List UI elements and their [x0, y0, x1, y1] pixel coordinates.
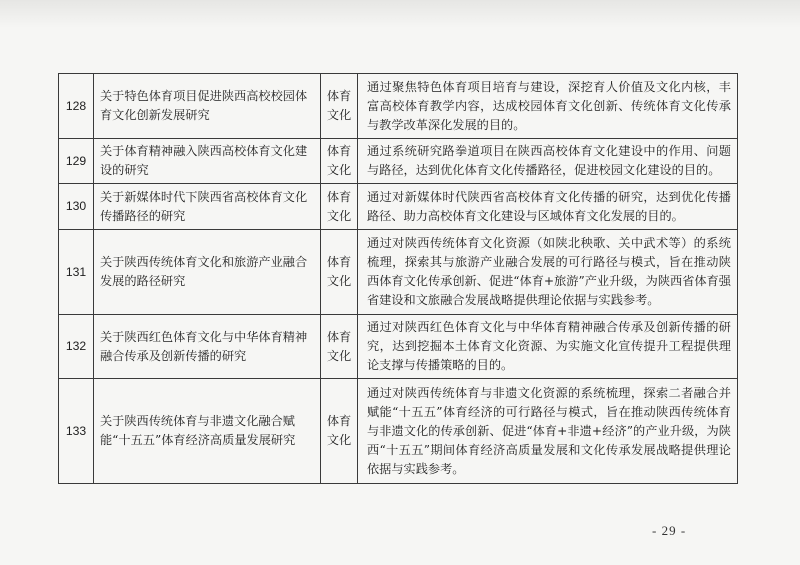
row-number: 131 — [59, 230, 94, 315]
project-description: 通过对陕西传统体育与非遗文化资源的系统梳理，探索二者融合并赋能“十五五”体育经济的可行路径与模式，旨在推动陕西传统体育与非遗文化的传承创新、促进“体育+非遗+经济”的产业升级，为陕西“十五五”期间体育经济高质量发展和文化传承发展战略提供理论依据与实践参考。 — [358, 379, 738, 484]
project-category: 体育文化 — [321, 139, 358, 184]
project-category: 体育文化 — [321, 230, 358, 315]
table-row — [59, 230, 738, 315]
row-number: 128 — [59, 74, 94, 139]
project-title: 关于陕西红色体育文化与中华体育精神融合传承及创新传播的研究 — [94, 315, 321, 379]
project-title: 关于特色体育项目促进陕西高校校园体育文化创新发展研究 — [94, 74, 321, 139]
table-row — [59, 74, 738, 139]
project-title: 关于陕西传统体育文化和旅游产业融合发展的路径研究 — [94, 230, 321, 315]
project-description: 通过对新媒体时代陕西省高校体育文化传播的研究，达到优化传播路径、助力高校体育文化建设与区域体育文化发展的目的。 — [358, 184, 738, 230]
row-number: 133 — [59, 379, 94, 484]
project-category: 体育文化 — [321, 315, 358, 379]
row-number: 132 — [59, 315, 94, 379]
project-category: 体育文化 — [321, 74, 358, 139]
project-description: 通过对陕西传统体育文化资源（如陕北秧歌、关中武术等）的系统梳理，探索其与旅游产业融合发展的可行路径与模式，旨在推动陕西体育文化传承创新、促进“体育+旅游”产业升级，为陕西省体育强省建设和文旅融合发展战略提供理论依据与实践参考。 — [358, 230, 738, 315]
project-title: 关于体育精神融入陕西高校体育文化建设的研究 — [94, 139, 321, 184]
project-description: 通过系统研究路拳道项目在陕西高校体育文化建设中的作用、问题与路径，达到优化体育文化传播路径，促进校园文化建设的目的。 — [358, 139, 738, 184]
table-row — [59, 139, 738, 184]
project-description: 通过聚焦特色体育项目培育与建设，深挖育人价值及文化内核，丰富高校体育教学内容，达成校园体育文化创新、传统体育文化传承与教学改革深化发展的目的。 — [358, 74, 738, 139]
project-title: 关于新媒体时代下陕西省高校体育文化传播路径的研究 — [94, 184, 321, 230]
page-number: - 29 - — [652, 523, 687, 538]
project-description: 通过对陕西红色体育文化与中华体育精神融合传承及创新传播的研究，达到挖掘本土体育文化资源、为实施文化宣传提升工程提供理论支撑与传播策略的目的。 — [358, 315, 738, 379]
row-number: 129 — [59, 139, 94, 184]
project-title: 关于陕西传统体育与非遗文化融合赋能“十五五”体育经济高质量发展研究 — [94, 379, 321, 484]
table-row — [59, 184, 738, 230]
scan-top-band — [0, 0, 800, 28]
project-category: 体育文化 — [321, 379, 358, 484]
table-row — [59, 379, 738, 484]
project-table — [58, 73, 738, 484]
row-number: 130 — [59, 184, 94, 230]
project-category: 体育文化 — [321, 184, 358, 230]
table-row — [59, 315, 738, 379]
